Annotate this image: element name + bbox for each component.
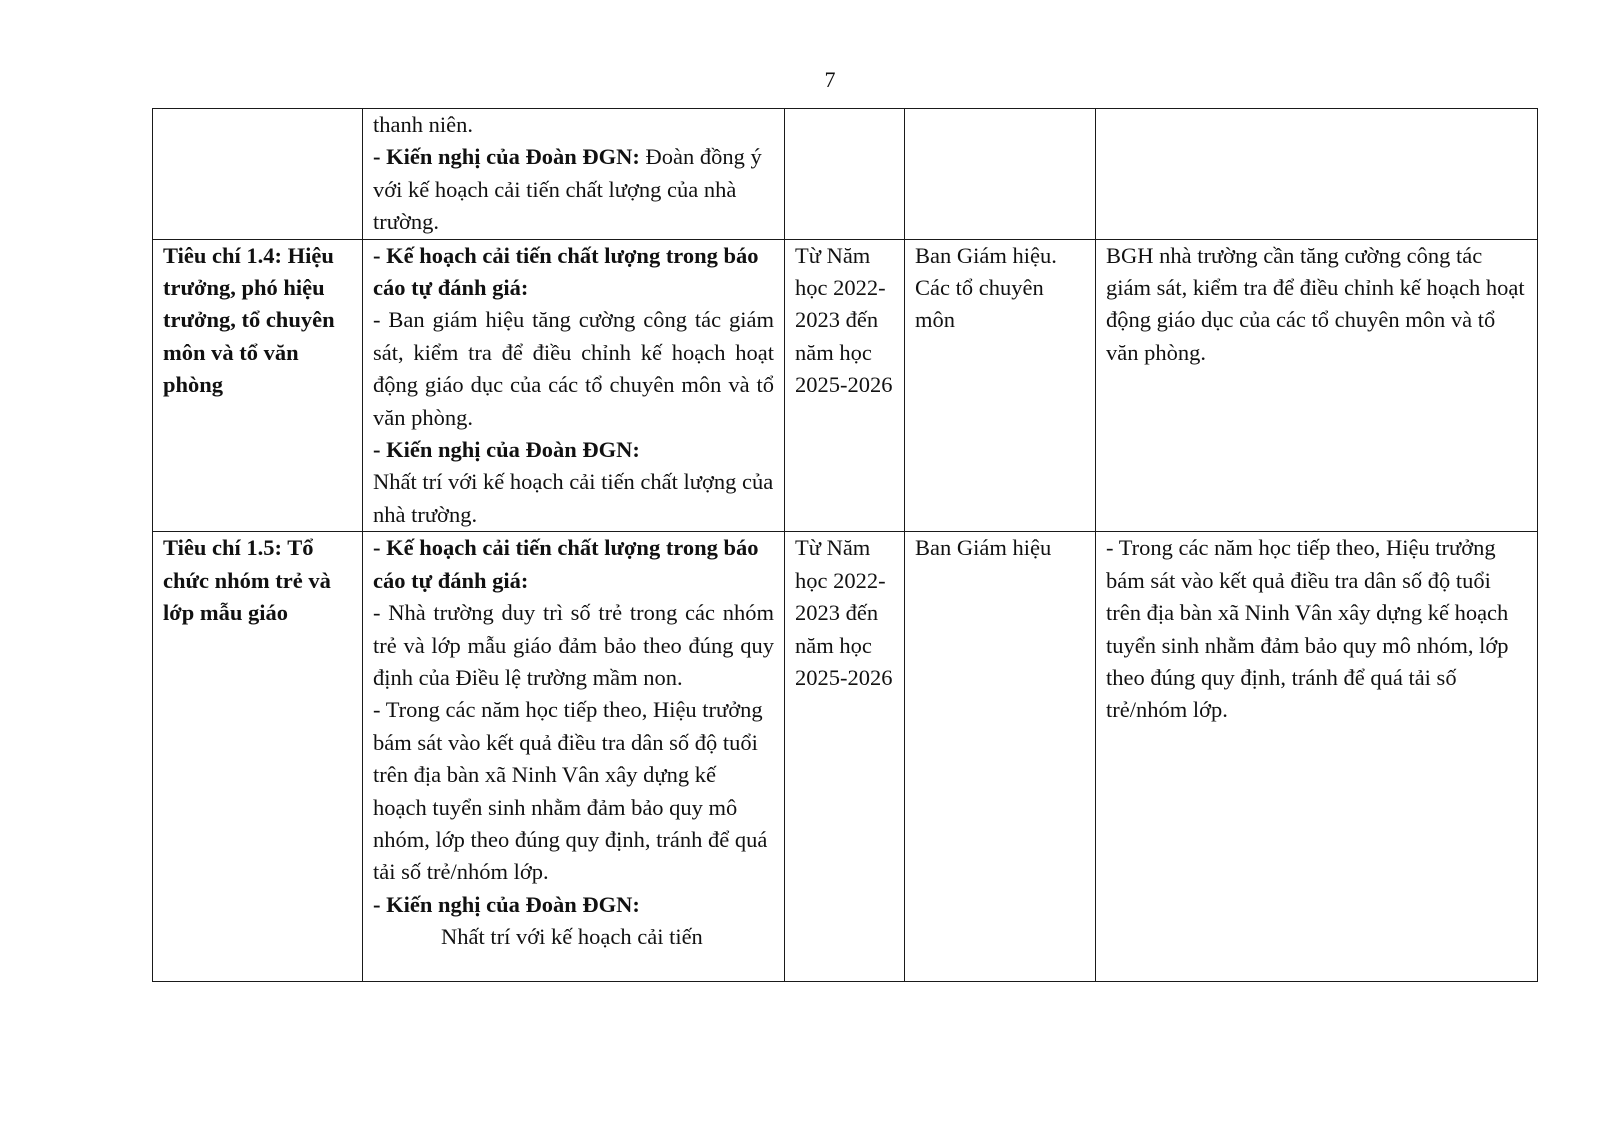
criterion-cell: [153, 109, 363, 240]
responsible-cell: [905, 239, 1096, 532]
responsible-cell: [905, 532, 1096, 982]
table-row-continuation: [153, 109, 1538, 240]
plan-heading: - Kế hoạch cải tiến chất lượng trong báo cáo tự đánh giá:: [373, 242, 759, 301]
timeframe-text: Từ Năm học 2022-2023 đến năm học 2025-2026: [795, 242, 893, 398]
plan-text: Đoàn đồng ý với kế hoạch cải tiến chất lượng của nhà trường.: [373, 144, 762, 235]
plan-bold-label: - Kiến nghị của Đoàn ĐGN:: [373, 144, 640, 170]
plan-cell: [363, 109, 785, 240]
table-row-criterion-1-4: [153, 239, 1538, 532]
plan-heading: - Kế hoạch cải tiến chất lượng trong báo cáo tự đánh giá:: [373, 535, 759, 593]
plan-recommendation-line: [373, 141, 774, 238]
criterion-cell: [153, 532, 363, 982]
plan-text: Nhất trí với kế hoạch cải tiến chất lượng của nhà trường.: [373, 469, 774, 527]
responsible-cell: [905, 109, 1096, 240]
timeframe-cell: [785, 532, 905, 982]
plan-text: - Trong các năm học tiếp theo, Hiệu trưởng bám sát vào kết quả điều tra dân số độ tuổi trên địa bàn xã Ninh Vân xây dựng kế hoạch tuyển sinh nhằm đảm bảo quy mô nhóm, lớp theo đúng quy định, tránh để quá tải số trẻ/nhóm lớp.: [373, 697, 768, 885]
plan-heading: - Kiến nghị của Đoàn ĐGN:: [373, 437, 640, 463]
criterion-title: Tiêu chí 1.4: Hiệu trưởng, phó hiệu trưởng, tổ chuyên môn và tổ văn phòng: [163, 242, 335, 398]
recommendation-cell: [1096, 239, 1538, 532]
timeframe-cell: [785, 239, 905, 532]
responsible-text: Ban Giám hiệu: [915, 535, 1052, 561]
recommendation-cell: [1096, 532, 1538, 982]
plan-text: - Ban giám hiệu tăng cường công tác giám sát, kiểm tra để điều chỉnh kế hoạch hoạt động giáo dục của các tổ chuyên môn và tổ văn phòng.: [373, 307, 774, 430]
table-row-criterion-1-5: [153, 532, 1538, 982]
recommendation-text: - Trong các năm học tiếp theo, Hiệu trưởng bám sát vào kết quả điều tra dân số độ tuổi trên địa bàn xã Ninh Vân xây dựng kế hoạch tuyển sinh nhằm đảm bảo quy mô nhóm, lớp theo đúng quy định, tránh để quá tải số trẻ/nhóm lớp.: [1106, 535, 1509, 723]
criterion-cell: [153, 239, 363, 532]
timeframe-text: Từ Năm học 2022-2023 đến năm học 2025-2026: [795, 535, 893, 690]
page-number: 7: [824, 67, 836, 92]
plan-text: - Nhà trường duy trì số trẻ trong các nhóm trẻ và lớp mẫu giáo đảm bảo theo đúng quy định của Điều lệ trường mầm non.: [373, 600, 774, 690]
plan-cell: [363, 239, 785, 532]
recommendation-text: BGH nhà trường cần tăng cường công tác giám sát, kiểm tra để điều chỉnh kế hoạch hoạt động giáo dục của các tổ chuyên môn và tổ văn phòng.: [1106, 242, 1525, 365]
plan-text: thanh niên.: [373, 112, 473, 137]
recommendation-cell: [1096, 109, 1538, 240]
plan-cell: [363, 532, 785, 982]
plan-text: Nhất trí với kế hoạch cải tiến: [441, 924, 703, 950]
improvement-plan-table: [152, 108, 1538, 982]
plan-heading: - Kiến nghị của Đoàn ĐGN:: [373, 891, 640, 917]
timeframe-cell: [785, 109, 905, 240]
responsible-text: Ban Giám hiệu. Các tổ chuyên môn: [915, 242, 1057, 333]
criterion-title: Tiêu chí 1.5: Tổ chức nhóm trẻ và lớp mẫu giáo: [163, 535, 331, 626]
